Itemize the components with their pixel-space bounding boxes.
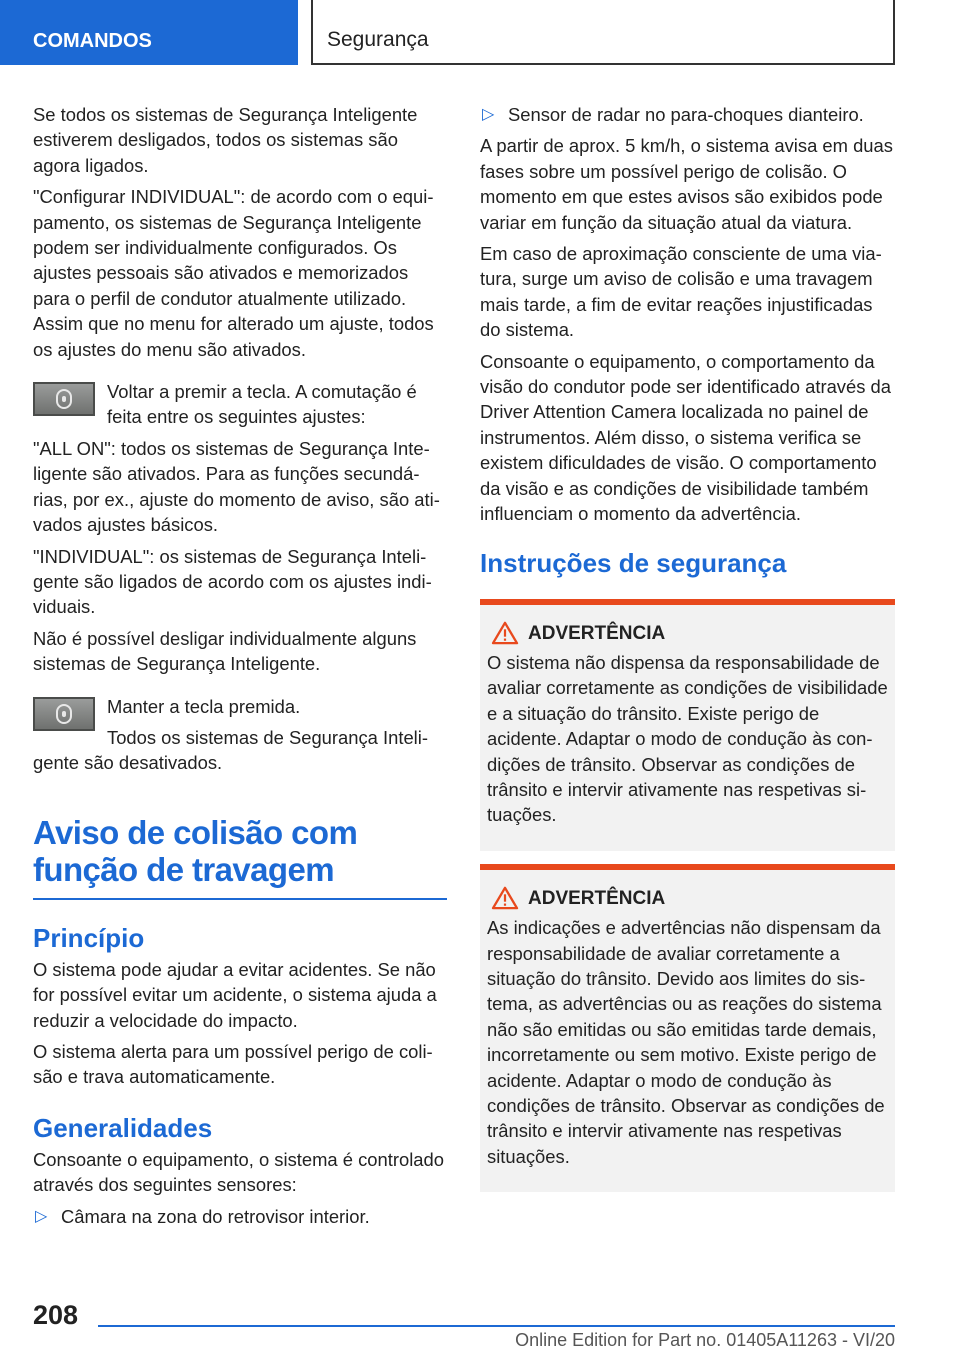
intelligent-safety-button-icon	[33, 382, 95, 416]
button-instruction	[33, 379, 447, 430]
list-item-text: Câmara na zona do retrovisor interior.	[61, 1205, 370, 1227]
subheading-principio: Princípio	[33, 922, 145, 953]
warning-box	[480, 599, 895, 851]
left-column	[33, 102, 447, 1235]
paragraph: Se todos os sistemas de Segurança Inteligente estiverem desligados, todos os sistemas são agora ligados.	[33, 104, 418, 176]
button-instruction	[33, 694, 447, 776]
chapter-tab	[311, 0, 895, 65]
paragraph: A partir de aprox. 5 km/h, o sistema avisa em duas fases sobre um possível perigo de colisão. O momento em que estes avisos são exibidos pode variar em função da situação atual da viatura.	[480, 135, 893, 233]
paragraph: Em caso de aproximação consciente de uma viatura, surge um aviso de colisão e uma travagem mais tarde, a fim de evitar reações injustificadas do sistema.	[480, 243, 882, 341]
paragraph: O sistema alerta para um possível perigo de colisão e trava automaticamente.	[33, 1040, 433, 1088]
footer-divider	[98, 1325, 895, 1327]
edition-text: Online Edition for Part no. 01405A11263 - VI/20	[515, 1330, 895, 1350]
right-column	[480, 102, 895, 1205]
paragraph: Todos os sistemas de Segurança Inteligente são desativados.	[33, 726, 428, 774]
intelligent-safety-button-icon	[33, 697, 95, 731]
triangle-bullet-icon: ▷	[482, 106, 495, 123]
warning-title: ADVERTÊNCIA	[528, 622, 666, 644]
warning-header	[487, 621, 888, 646]
paragraph: O sistema pode ajudar a evitar acidentes. Se não for possível evitar um acidente, o sistema ajuda a reduzir a velocidade do impacto.	[33, 958, 437, 1031]
warning-text: As indicações e advertências não dispensam da responsabilidade de avaliar corretamente a situação do trânsito. Devido aos limites do sistema, as advertências ou as reações do sistema não são emitidas ou são emitidas tarde demais, incorretamente ou sem motivo. Existe perigo de acidente. Adaptar o modo de condução às condições de trânsito. Observar as condições de trânsito e intervir ativamente nas respetivas situações.	[487, 917, 885, 1167]
triangle-bullet-icon: ▷	[35, 1207, 48, 1225]
warning-text: O sistema não dispensa da responsabilidade de avaliar corretamente as condições de visibilidade e a situação do trânsito. Existe perigo de acidente. Adaptar o modo de condução às condições de trânsito. Observar as condições de trânsito e intervir ativamente nas respetivas situações.	[487, 651, 888, 826]
section-title: COMANDOS	[33, 30, 152, 52]
chapter-title: Segurança	[327, 28, 429, 51]
list-item	[33, 1204, 447, 1229]
paragraph: "Configurar INDIVIDUAL": de acordo com o equipamento, os sistemas de Segurança Inteligente podem ser individualmente configurados. Os ajustes pessoais são ativados e memorizados para o perfil de condutor atualmente utilizado. Assim que no menu for alterado um ajuste, todos os ajustes do menu são ativados.	[33, 186, 434, 360]
subheading-safety: Instruções de segurança	[480, 547, 787, 578]
subheading-generalidades: Generalidades	[33, 1112, 213, 1143]
button-instruction-text: Manter a tecla premida.	[107, 695, 301, 717]
paragraph: Consoante o equipamento, o sistema é controlado através dos seguintes sensores:	[33, 1148, 444, 1196]
list-item-text: Sensor de radar no para-choques dianteiro.	[508, 104, 864, 125]
section-heading: Aviso de colisão com função de travagem	[33, 814, 447, 900]
paragraph: "ALL ON": todos os sistemas de Segurança Inteligente são ativados. Para as funções secundárias, por ex., ajuste do momento de aviso, são ativados ajustes básicos.	[33, 437, 440, 536]
section-tab	[0, 0, 298, 65]
paragraph: "INDIVIDUAL": os sistemas de Segurança Inteligente são ligados de acordo com os ajustes individuais.	[33, 545, 432, 618]
button-instruction-text: Voltar a premir a tecla. A comutação é feita entre os seguintes ajustes:	[107, 381, 417, 428]
warning-header	[487, 886, 888, 911]
paragraph: Não é possível desligar individualmente alguns sistemas de Segurança Inteligente.	[33, 627, 417, 675]
list-item	[480, 102, 895, 127]
warning-triangle-icon	[490, 886, 520, 910]
warning-title: ADVERTÊNCIA	[528, 887, 666, 909]
warning-box	[480, 864, 895, 1192]
warning-triangle-icon	[490, 621, 520, 645]
page-number: 208	[33, 1300, 79, 1330]
paragraph: Consoante o equipamento, o comportamento da visão do condutor pode ser identificado através da Driver Attention Camera localizada no painel de instrumentos. Além disso, o sistema verifica se existem dificuldades de visão. O comportamento da visão e as condições de visibilidade também influenciam o momento da advertência.	[480, 350, 891, 525]
